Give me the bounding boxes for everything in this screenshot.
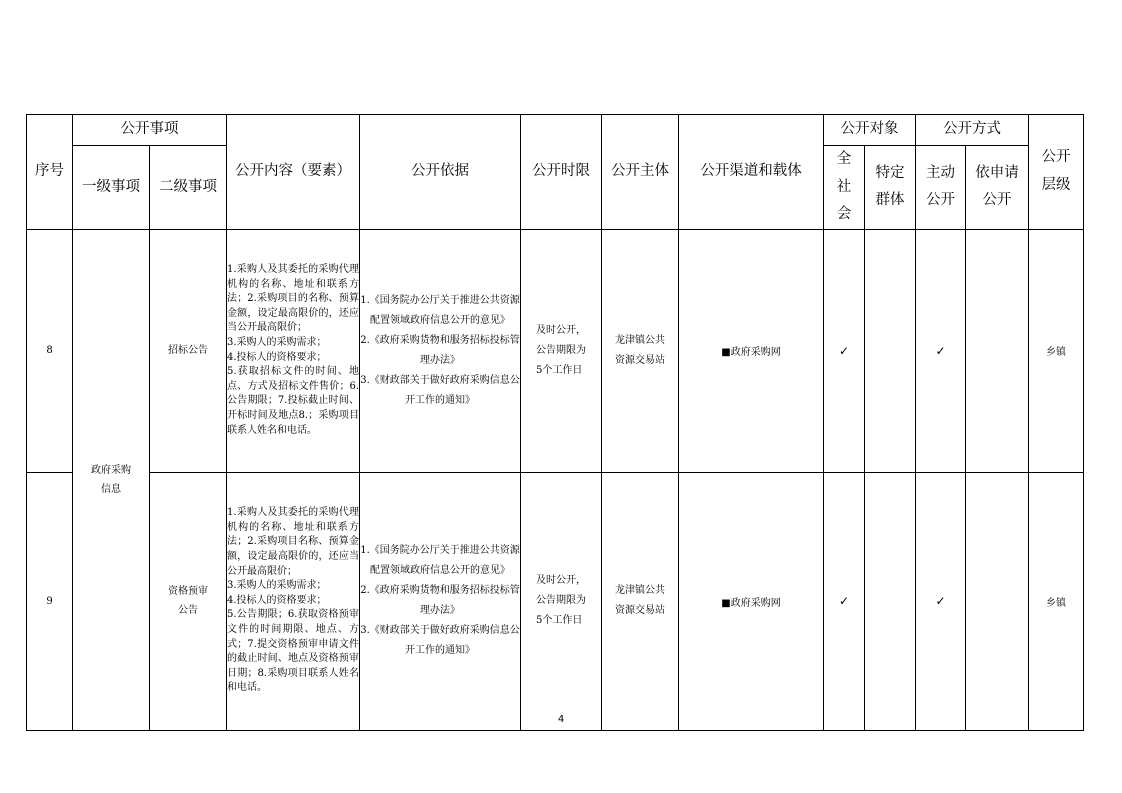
cell-basis-text: 1.《国务院办公厅关于推进公共资源配置领域政府信息公开的意见》 2.《政府采购货物和服务招标投标管理办法》 3.《财政部关于做好政府采购信息公开工作的通知》 [360, 294, 520, 406]
cell-time-limit-text: 及时公开， 公告期限为 5个工作日 [536, 324, 586, 376]
cell-subject [602, 472, 679, 730]
header-seq: 序号 [27, 115, 73, 230]
cell-level1 [73, 229, 150, 730]
cell-tier: 乡镇 [1029, 229, 1084, 472]
cell-time-limit-text: 及时公开， 公告期限为 5个工作日 [536, 575, 586, 627]
cell-seq: 8 [27, 229, 73, 472]
header-items-group: 公开事项 [73, 115, 227, 146]
cell-subject [602, 229, 679, 472]
table-row [27, 472, 1084, 730]
header-subject: 公开主体 [602, 115, 679, 230]
page-number: 4 [557, 714, 565, 725]
cell-content-text: 1.采购人及其委托的采购代理机构的名称、地址和联系方法；2.采购项目的名称、预算金额，设定最高限价的，还应当公开最高限价； 3.采购人的采购需求； 4.投标人的资格要求； 5.获取招标文件的时间、地点、方式及招标文件售价；6.公告期限；7.投标截止时间、开标时间及地点8.；采购项目联系人姓名和电话。 [227, 264, 359, 436]
cell-method-request [966, 472, 1029, 730]
cell-audience-all-check: ✓ [824, 472, 865, 730]
table-row [27, 229, 1084, 472]
disclosure-table [26, 114, 1084, 731]
header-method-group: 公开方式 [916, 115, 1029, 146]
cell-content-text: 1.采购人及其委托的采购代理机构的名称、地址和联系方法；2.采购项目名称、预算金额，设定最高限价的，还应当公开最高限价； 3.采购人的采购需求； 4.投标人的资格要求； 5.公告期限；6.获取资格预审文件的时间期限、地点、方式；7.提交资格预审申请文件的截止时间、地点及资格预审日期；8.采购项目联系人姓名和电话。 [227, 507, 359, 694]
cell-basis-text: 1.《国务院办公厅关于推进公共资源配置领域政府信息公开的意见》 2.《政府采购货物和服务招标投标管理办法》 3.《财政部关于做好政府采购信息公开工作的通知》 [360, 545, 520, 657]
header-content: 公开内容（要素） [227, 115, 360, 230]
header-level2: 二级事项 [150, 146, 227, 230]
header-basis: 公开依据 [360, 115, 521, 230]
cell-method-active-check: ✓ [916, 472, 966, 730]
cell-tier: 乡镇 [1029, 472, 1084, 730]
header-level1: 一级事项 [73, 146, 150, 230]
cell-basis [360, 229, 521, 472]
header-channel: 公开渠道和载体 [679, 115, 824, 230]
cell-channel: ■政府采购网 [679, 229, 824, 472]
cell-level1-text: 政府采购 信息 [91, 464, 131, 495]
header-tier-text: 公开 层级 [1041, 149, 1071, 193]
header-method-request-text: 依申请 公开 [975, 164, 1019, 209]
cell-level2 [150, 472, 227, 730]
cell-subject-text: 龙津镇公共 资源交易站 [615, 334, 665, 366]
header-tier [1029, 115, 1084, 230]
cell-audience-all-check: ✓ [824, 229, 865, 472]
cell-audience-specific [865, 472, 916, 730]
header-audience-all-text: 全 社 会 [836, 151, 852, 223]
cell-level2-text: 资格预审 公告 [168, 586, 208, 617]
cell-audience-specific [865, 229, 916, 472]
cell-seq: 9 [27, 472, 73, 730]
cell-content [227, 229, 360, 472]
header-method-request [966, 146, 1029, 230]
cell-content [227, 472, 360, 730]
header-method-active [916, 146, 966, 230]
cell-method-active-check: ✓ [916, 229, 966, 472]
header-audience-all [824, 146, 865, 230]
header-row-top [27, 115, 1084, 146]
cell-subject-text: 龙津镇公共 资源交易站 [615, 585, 665, 617]
cell-channel: ■政府采购网 [679, 472, 824, 730]
cell-method-request [966, 229, 1029, 472]
header-time-limit: 公开时限 [521, 115, 602, 230]
cell-time-limit [521, 472, 602, 730]
cell-basis [360, 472, 521, 730]
header-method-active-text: 主动 公开 [926, 164, 955, 209]
header-audience-specific-text: 特定 群体 [875, 164, 905, 209]
cell-time-limit [521, 229, 602, 472]
header-audience-group: 公开对象 [824, 115, 916, 146]
cell-level2 [150, 229, 227, 472]
header-audience-specific [865, 146, 916, 230]
cell-level2-text: 招标公告 [168, 345, 208, 357]
